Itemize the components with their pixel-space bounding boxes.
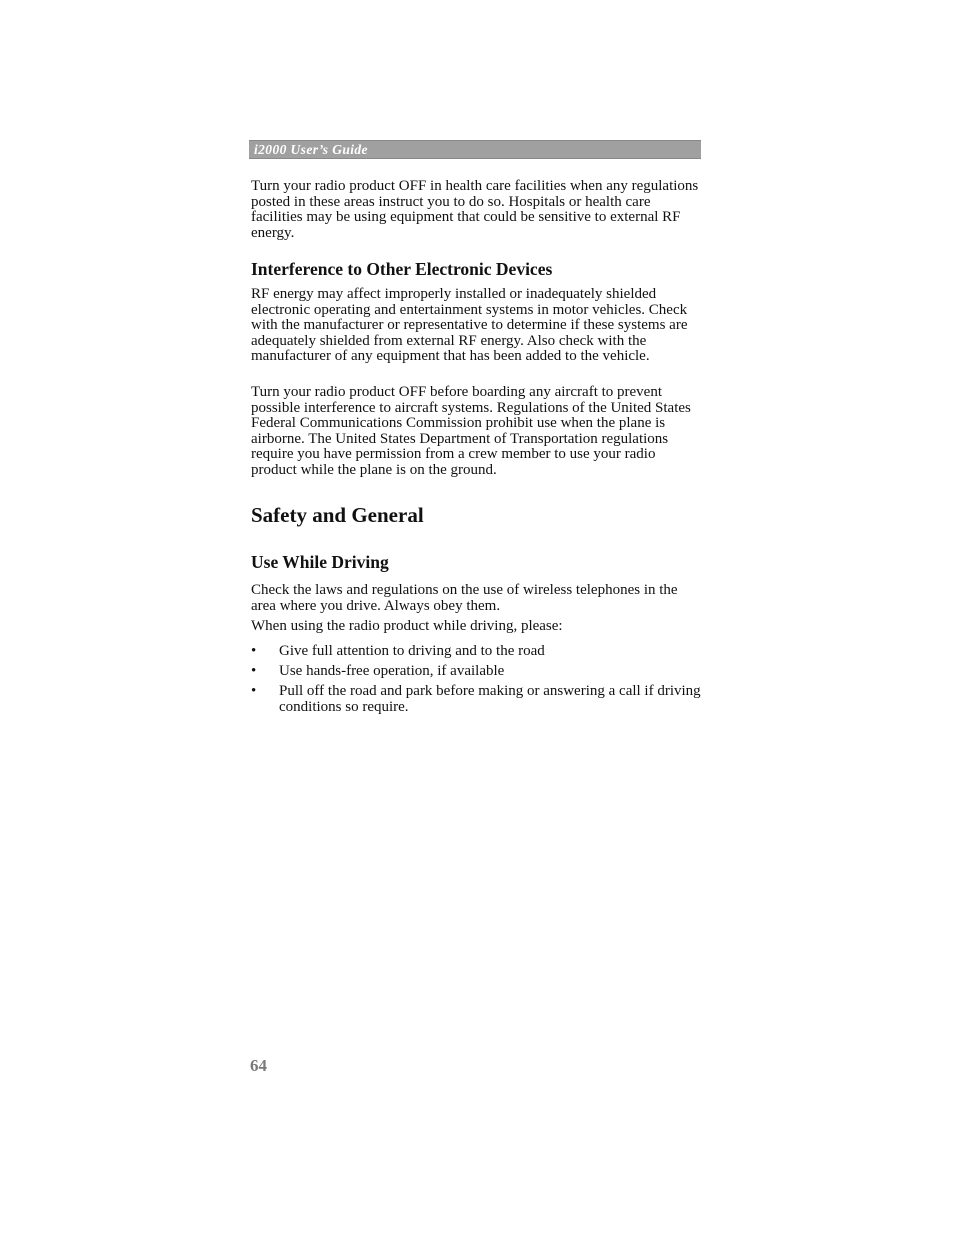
use-while-driving-heading: Use While Driving [251, 552, 389, 572]
running-header-title: i2000 User’s Guide [254, 142, 368, 157]
interference-paragraph-1: RF energy may affect improperly installed or inadequately shielded electronic operating and entertainment systems in motor vehicles. Check with the manufacturer or representative to determine if these systems are adequately shielded from external RF energy. Also check with the manufacturer of any equipment that has been added to the vehicle. [251, 286, 688, 365]
bullet-text: Use hands-free operation, if available [279, 662, 505, 679]
bullet-text: Give full attention to driving and to the road [279, 643, 545, 659]
interference-heading: Interference to Other Electronic Devices [251, 259, 553, 279]
bullet-icon: • [251, 682, 257, 699]
bullet-icon: • [251, 643, 257, 659]
page-number: 64 [250, 1056, 267, 1075]
driving-paragraph-1: Check the laws and regulations on the use of wireless telephones in the area where you drive. Always obey them. [251, 582, 678, 614]
interference-paragraph-2: Turn your radio product OFF before boarding any aircraft to prevent possible interference to aircraft systems. Regulations of the United States Federal Communications Commission prohibit use when the plane is airborne. The United States Department of Transportation regulations require you have permission from a crew member to use your radio product while the plane is on the ground. [251, 384, 691, 478]
list-item [251, 684, 701, 715]
bullet-icon: • [251, 662, 257, 679]
list-item [251, 644, 701, 660]
driving-paragraph-2: When using the radio product while driving, please: [251, 618, 563, 634]
intro-paragraph: Turn your radio product OFF in health care facilities when any regulations posted in these areas instruct you to do so. Hospitals or health care facilities may be using equipment that could be sensitive to external RF energy. [251, 178, 699, 241]
safety-heading: Safety and General [251, 503, 424, 527]
bullet-text: Pull off the road and park before making or answering a call if driving conditions so require. [279, 682, 701, 715]
running-header-bar [249, 140, 701, 159]
list-item [251, 664, 701, 680]
driving-bullet-list [251, 644, 701, 720]
